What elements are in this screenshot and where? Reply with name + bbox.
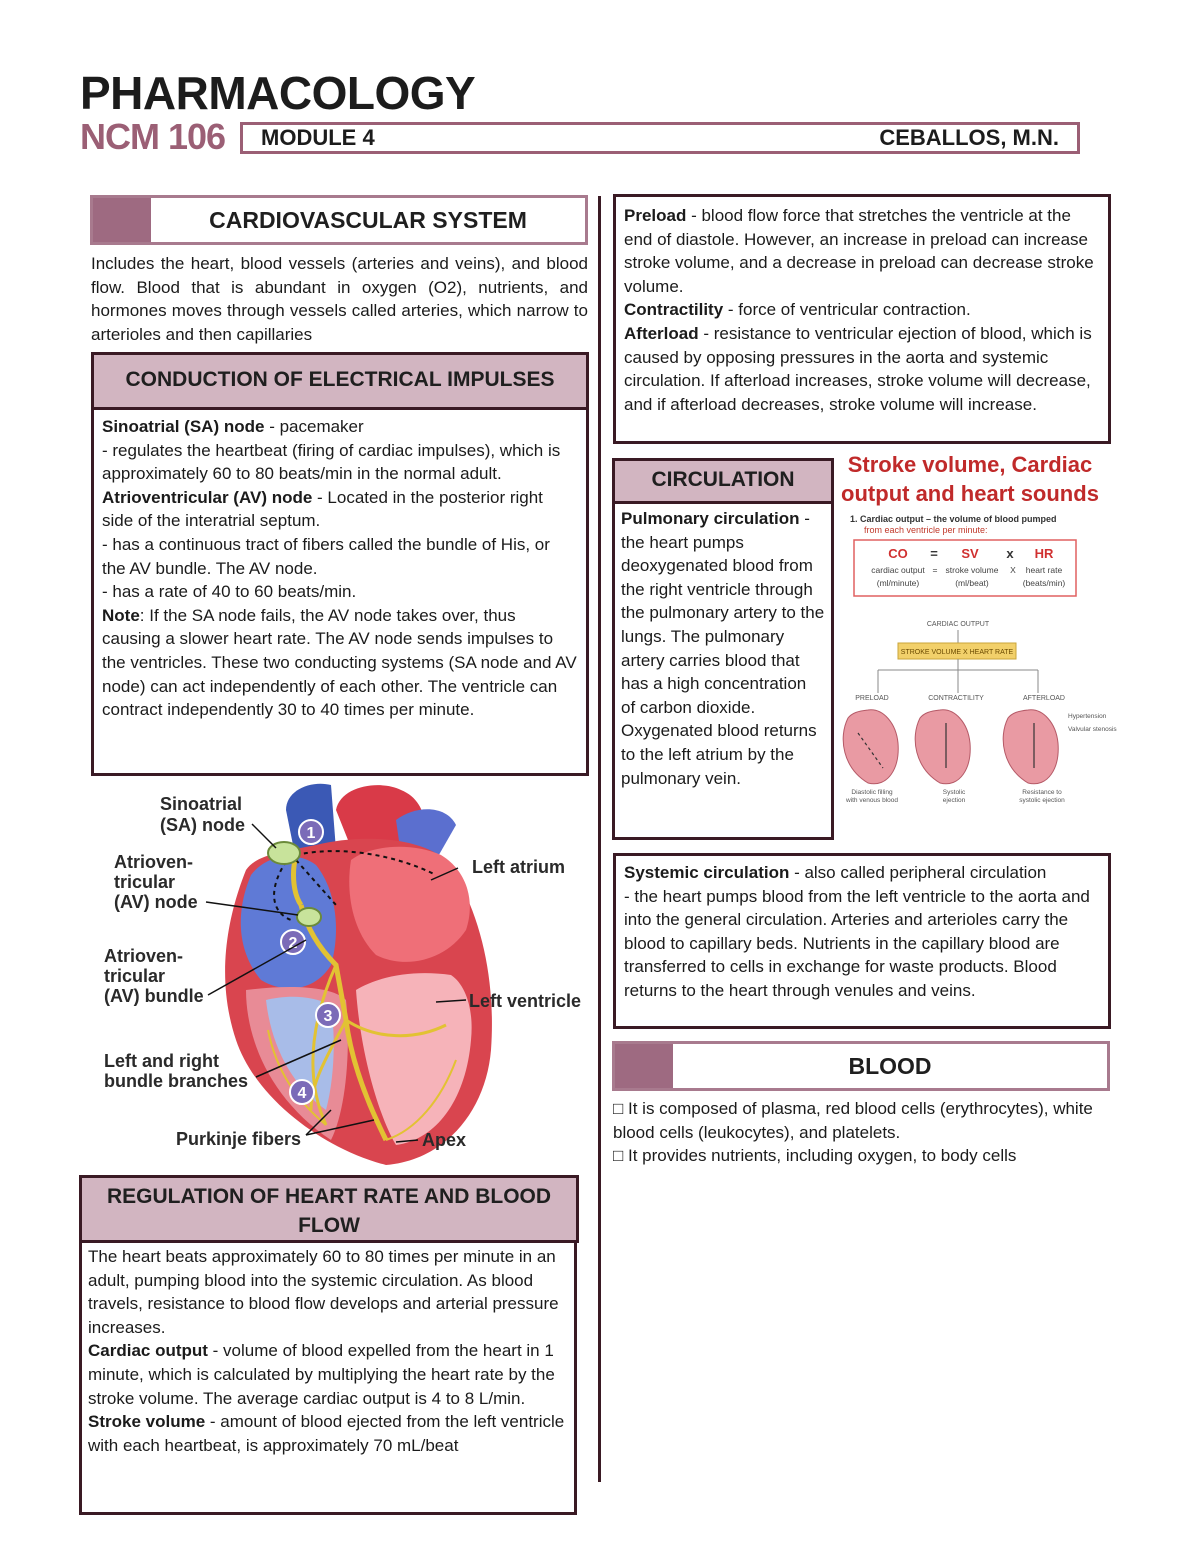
contractility-term: Contractility (624, 300, 724, 320)
formula-x: x (1006, 546, 1014, 561)
formula-sv-unit: (ml/beat) (955, 578, 989, 588)
step-badge-1 (299, 820, 323, 844)
formula-hr-sub: heart rate (1025, 565, 1063, 575)
label-sa-2: (SA) node (160, 815, 245, 835)
module-label: MODULE 4 (261, 125, 375, 150)
pulmonary-term: Pulmonary circulation (621, 509, 800, 528)
blood-list (613, 1097, 1111, 1168)
step-badge-3 (316, 1003, 340, 1027)
preload-afterload-body (616, 197, 1108, 416)
circulation-heading: CIRCULATION (612, 458, 834, 504)
note-def: : If the SA node fails, the AV node takes over, thus causing a slower heart rate. The AV node sends impulses to the ventricles. These two conducting systems (SA node and AV node) can act independently of each other. The ventricle can contract independently 30 to 40 times per minute. (102, 605, 577, 720)
label-bb-1: Left and right (104, 1051, 219, 1071)
formula-hr: HR (1034, 546, 1054, 561)
stroke-volume-def: - amount of blood ejected from the left ventricle with each heartbeat, is approximately 70 mL/beat (88, 1412, 565, 1455)
blood-bullet-2-text: It provides nutrients, including oxygen, to body cells (628, 1146, 1017, 1166)
flow-box-text: STROKE VOLUME X HEART RATE (900, 649, 1014, 656)
course-code: NCM 106 (80, 116, 226, 157)
flow-top: CARDIAC OUTPUT (926, 621, 990, 628)
blood-bullet-1 (613, 1097, 1111, 1144)
cardio-paragraph: Includes the heart, blood vessels (arteries and veins), and blood flow. Blood that is abundant in oxygen (O2), nutrients, and hormones moves through vessels called arteries, which narrow to arterioles and then capillaries (91, 254, 588, 344)
label-bb-2: bundle branches (104, 1071, 249, 1091)
av-line3: - has a rate of 40 to 60 beats/min. (102, 582, 357, 602)
cap-1b: with venous blood (845, 797, 899, 804)
heart-small-2 (915, 710, 970, 784)
preload-term: Preload (624, 206, 687, 225)
label-apex: Apex (422, 1130, 467, 1150)
regulation-heading: REGULATION OF HEART RATE AND BLOOD FLOW (79, 1175, 579, 1243)
label-av-2: tricular (114, 872, 176, 892)
formula-sv: SV (961, 546, 979, 561)
annotation-2: Valvular stenosis (1068, 726, 1117, 733)
formula-eq: = (930, 546, 938, 561)
cardiac-output-term: Cardiac output (88, 1341, 208, 1361)
sa-term: Sinoatrial (SA) node (102, 417, 265, 436)
systemic-body (616, 856, 1108, 1003)
author-label: CEBALLOS, M.N. (879, 125, 1059, 150)
regulation-box (79, 1243, 577, 1515)
blood-bullet-2 (613, 1144, 1111, 1168)
pulmonary-def: - the heart pumps deoxygenated blood from the right ventricle through the pulmonary artery to the lungs. The pulmonary artery carries blood that has a high concentration of carbon dioxide. Oxygenated blood returns to the left atrium by the pulmonary vein. (621, 509, 825, 788)
sv-figure-title-1: Stroke volume, Cardiac (847, 452, 1093, 477)
regulation-body (82, 1243, 574, 1457)
label-sa-1: Sinoatrial (160, 794, 243, 814)
conduction-heading: CONDUCTION OF ELECTRICAL IMPULSES (91, 352, 589, 410)
cap-3b: systolic ejection (1019, 797, 1065, 804)
module-bar (240, 122, 1080, 154)
svg-text:4: 4 (297, 1085, 307, 1102)
label-left-ventricle: Left ventricle (469, 991, 582, 1011)
conduction-body (94, 410, 586, 722)
annotation-1: Hypertension (1068, 713, 1107, 720)
cardio-heading-bar (90, 195, 588, 245)
label-avb-2: tricular (104, 966, 166, 986)
av-term: Atrioventricular (AV) node (102, 487, 313, 507)
formula-hr-unit: (beats/min) (1022, 578, 1066, 588)
bullet-box-icon: □ (613, 1099, 624, 1118)
heading-accent-square (93, 198, 151, 242)
blood-bullet-1-text: It is composed of plasma, red blood cells (erythrocytes), white blood cells (leukocytes), and platelets. (613, 1099, 1093, 1142)
systemic-line2: - the heart pumps blood from the left ventricle to the aorta and into the general circulation. Arteries and arterioles carry the blood to capillary beds. Nutrients in the capillary blood are transferred to cells in exchange for waste products. Blood returns to the heart through venules and veins. (624, 886, 1090, 1000)
bullet-box-icon: □ (613, 1146, 624, 1166)
sv-item-1: 1. Cardiac output – the volume of blood pumped (850, 514, 1057, 524)
systemic-box (613, 853, 1111, 1029)
heading-accent-square (615, 1044, 673, 1088)
cardio-heading: CARDIOVASCULAR SYSTEM (209, 206, 527, 233)
flow-preload: PRELOAD (855, 695, 889, 702)
flow-branches (878, 659, 1038, 693)
blood-heading: BLOOD (848, 1052, 932, 1079)
cap-2b: ejection (942, 797, 966, 804)
formula-eq-sub: = (932, 565, 938, 575)
cardiac-output-def: - volume of blood expelled from the heart in 1 minute, which is calculated by multiplying the heart rate by the stroke volume. The average cardiac output is 4 to 8 L/min. (88, 1341, 555, 1408)
av-line2: - has a continuous tract of fibers called the bundle of His, or the AV bundle. The AV node. (102, 534, 550, 578)
label-left-atrium: Left atrium (472, 857, 566, 877)
svg-text:2: 2 (288, 935, 298, 952)
svg-text:3: 3 (323, 1008, 333, 1025)
circulation-box (612, 458, 834, 840)
label-avb-3: (AV) bundle (104, 986, 204, 1006)
heart-conduction-diagram (96, 780, 590, 1165)
cap-2: Systolic (942, 789, 966, 796)
systemic-term: Systemic circulation (624, 863, 790, 882)
stroke-volume-term: Stroke volume (88, 1412, 206, 1432)
sa-line2: - regulates the heartbeat (firing of cardiac impulses), which is approximately 60 to 80 beats/min in the normal adult. (102, 440, 561, 484)
sa-def: - pacemaker (264, 417, 364, 436)
conduction-box (91, 352, 589, 776)
svg-text:1: 1 (306, 825, 316, 842)
page-title: PHARMACOLOGY (80, 67, 476, 119)
heart-small-1 (843, 710, 898, 784)
heart-small-3 (1003, 710, 1058, 784)
note-term: Note (102, 605, 140, 625)
cap-3: Resistance to (1022, 789, 1062, 796)
av-def: - Located in the posterior right side of the interatrial septum. (102, 487, 543, 531)
preload-afterload-box (613, 194, 1111, 444)
av-node (297, 908, 321, 926)
sv-figure-title-2: output and heart sounds (841, 481, 1099, 506)
label-av-1: Atrioven- (114, 852, 194, 872)
label-avb-1: Atrioven- (104, 946, 184, 966)
cap-1: Diastolic filling (851, 789, 893, 796)
formula-x-sub: X (1010, 565, 1016, 575)
step-badge-4 (290, 1080, 314, 1104)
column-divider (598, 196, 601, 1482)
formula-co-sub: cardiac output (871, 565, 925, 575)
label-av-3: (AV) node (114, 892, 198, 912)
afterload-term: Afterload (624, 323, 699, 343)
cardio-text (91, 252, 588, 346)
circulation-body (615, 504, 831, 790)
flow-afterload: AFTERLOAD (1022, 695, 1066, 702)
regulation-intro: The heart beats approximately 60 to 80 times per minute in an adult, pumping blood into the systemic circulation. As blood travels, resistance to blood flow develops and arterial pressure increases. (88, 1247, 559, 1337)
sv-item-2: from each ventricle per minute: (864, 525, 988, 535)
flow-contractility: CONTRACTILITY (928, 695, 984, 702)
stroke-volume-figure (838, 448, 1117, 808)
formula-sv-sub: stroke volume (945, 565, 999, 575)
contractility-def: - force of ventricular contraction. (723, 300, 971, 320)
formula-co: CO (888, 546, 908, 561)
formula-co-unit: (ml/minute) (876, 578, 920, 588)
preload-def: - blood flow force that stretches the ventricle at the end of diastole. However, an increase in preload can increase stroke volume, and a decrease in preload can decrease stroke volume. (624, 206, 1094, 296)
afterload-def: - resistance to ventricular ejection of blood, which is caused by opposing pressures in the aorta and systemic circulation. If afterload increases, stroke volume will decrease, and if afterload decreases, stroke volume will increase. (624, 323, 1092, 414)
label-purkinje: Purkinje fibers (176, 1129, 302, 1149)
blood-heading-bar (612, 1041, 1110, 1091)
systemic-def: - also called peripheral circulation (789, 863, 1047, 882)
